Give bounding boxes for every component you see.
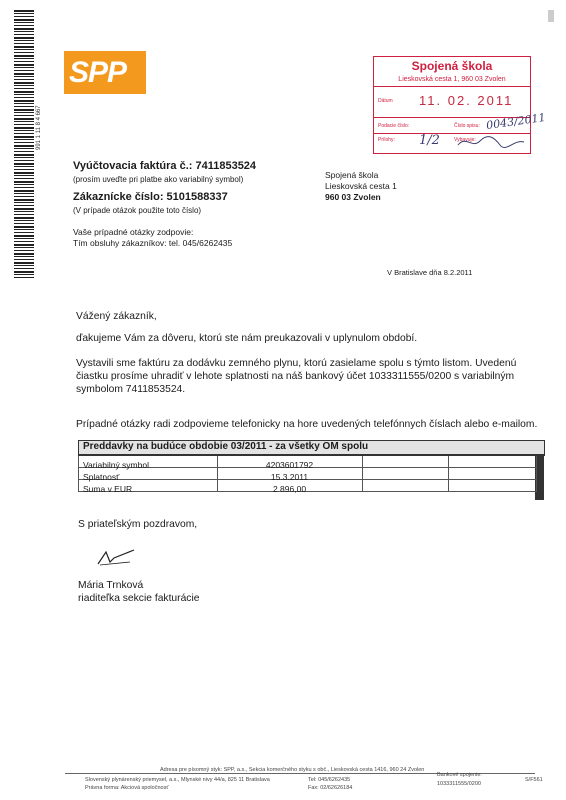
cell-text: Suma v EUR [83, 484, 133, 494]
stamp-date-label: Dátum [378, 98, 393, 104]
table-cell-empty [362, 468, 449, 479]
questions-label: Vaše prípadné otázky zodpovie: [73, 227, 194, 237]
table-cell-label [79, 480, 218, 494]
barcode [14, 10, 34, 278]
stamp-podacie-label: Podacie číslo: [378, 123, 410, 129]
table-cell-label [79, 456, 218, 470]
cell-text: Variabilný symbol [83, 460, 149, 470]
table-row [78, 468, 537, 480]
barcode-side-text: 991 1 11 8 4 667 [36, 105, 42, 150]
footer-form-code: S/F561 [525, 777, 543, 783]
recipient-line: Spojená škola [325, 170, 379, 180]
corner-mark [548, 10, 554, 22]
closing: S priateľským pozdravom, [78, 519, 198, 530]
letter-paragraph: Prípadné otázky radi zodpovieme telefonicky na hore uvedených telefónnych číslach alebo e-mailom. [76, 419, 538, 430]
cell-text: 4203601792 [265, 460, 314, 470]
spp-logo [64, 51, 146, 94]
signer-title: riaditeľka sekcie fakturácie [78, 593, 200, 604]
stamp-address: Lieskovská cesta 1, 960 03 Zvolen [398, 76, 506, 83]
footer-company: Slovenský plynárenský priemysel, a.s., Mlynské nivy 44/a, 825 11 Bratislava [85, 777, 270, 783]
table-cell-empty [362, 456, 449, 467]
recipient-address [325, 170, 397, 203]
recipient-line: 960 03 Zvolen [325, 192, 381, 202]
customer-number-note: (V prípade otázok použite toto číslo) [73, 206, 202, 215]
customer-number: Zákaznícke číslo: 5101588337 [73, 191, 228, 203]
questions-contact: Tím obsluhy zákazníkov: tel. 045/6262435 [73, 238, 233, 248]
table-row [78, 480, 537, 492]
table-cell-value [217, 468, 363, 482]
stamp-spis-label: Číslo spisu: [454, 123, 480, 129]
invoice-title-note: (prosím uveďte pri platbe ako variabilný symbol) [73, 175, 244, 184]
stamp-divider [374, 86, 530, 87]
table-cell-value [217, 480, 363, 494]
footer-tel: Tel: 045/6262435 [308, 777, 351, 783]
table-cell-label [79, 468, 218, 482]
stamp-handwritten-initials: 1/2 [419, 133, 440, 148]
table-header [78, 440, 545, 456]
advance-payments-table [78, 440, 545, 500]
registry-stamp [373, 56, 547, 154]
footer-fax: Fax: 02/62626184 [308, 785, 353, 791]
signer-name: Mária Trnková [78, 580, 144, 591]
stamp-prilohy-label: Prílohy: [378, 137, 395, 143]
table-cell-empty [362, 480, 449, 491]
cell-text: 2 896,00 [272, 484, 307, 494]
stamp-vybavuje-label: Vybavuje: [454, 137, 476, 143]
cell-text: Splatnosť [83, 472, 120, 482]
place-date: V Bratislave dňa 8.2.2011 [387, 268, 473, 277]
footer-address: Adresa pre písomný styk: SPP, a.s., Sekcia komerčného styku s obč., Lieskovská cesta 1416, 960 24 Zvolen [160, 767, 425, 773]
table-cell-value [217, 456, 363, 470]
stamp-handwritten-ref: 0043/2011 [485, 110, 547, 133]
cell-text: 15.3.2011 [270, 472, 309, 482]
footer-bank-account: 1033311555/0200 [437, 781, 481, 787]
footer-bank-label: Bankové spojenie: [437, 772, 482, 778]
stamp-date: 11. 02. 2011 [419, 93, 514, 108]
salutation: Vážený zákazník, [76, 311, 157, 322]
spp-logo-text: SPP [69, 56, 127, 89]
footer-legal-form: Právna forma: Akciová spoločnosť [85, 785, 169, 791]
recipient-line: Lieskovská cesta 1 [325, 181, 397, 191]
table-row [78, 456, 537, 468]
letter-paragraph: ďakujeme Vám za dôveru, ktorú ste nám preukazovali v uplynulom období. [76, 333, 418, 344]
invoice-title: Vyúčtovacia faktúra č.: 7411853524 [73, 160, 257, 172]
stamp-school-name: Spojená škola [411, 59, 493, 73]
table-title: Preddavky na budúce obdobie 03/2011 - za všetky OM spolu [83, 441, 369, 452]
letter-paragraph: Vystavili sme faktúru za dodávku zemného plynu, ktorú zasielame spolu s týmto listom. Uvedenú čiastku prosíme uhradiť v lehote splatnosti na náš bankový účet 1033311555/0200 s variabilným symbolom 7411853524. [76, 358, 517, 395]
stamp-handwritten-signature [456, 133, 526, 151]
signature [96, 548, 136, 568]
